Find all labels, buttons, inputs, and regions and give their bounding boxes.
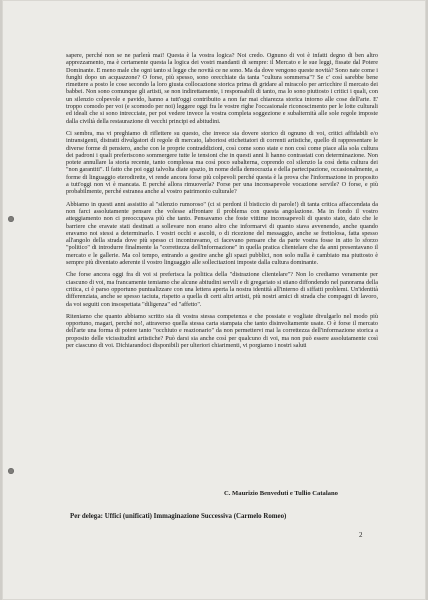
page-number: 2 <box>359 531 363 539</box>
punch-hole <box>8 468 14 474</box>
body-paragraph: Abbiamo in questi anni assistito al "silenzio rumoroso" (ci si perdoni il bisticcio di parole!) di tanta critica affaccendata da non farci assolutamente pensare che volesse affrontare il problema con questa angolazione. Ma in fondo il vostro atteggiamento non ci preoccupava più che tanto. Pensavamo che foste vittime inconsapevoli di questo stato, dato che le barriere che eravate stati destinati a sollevare non erano altro che informarvi di quanto stava avvenendo, anche quando eravamo noi stessi a determinarlo. I vostri occhi e ascolti, o di ricezione del messaggio, anche se frettolosa, fatta spesso all'angolo della strada dove più spesso ci incontravamo, ci facevano pensare che da parte vostra fosse in atto lo sforzo "politico" di introdurre finalmente la "correttezza dell'informazione" in quella pratica clientelare che da anni presentavano il mercato e le gallerie. Ma col tempo, entrando a gestire anche gli spazi pubblici, non solo nulla è cambiato ma piuttosto è sempre più diventato aderente il vostro linguaggio alle sollecitazioni imposte dalla cultura dominante. <box>66 200 378 267</box>
punch-hole <box>8 216 14 222</box>
signature-line: C. Maurizio Benveduti e Tullio Catalano <box>224 490 338 497</box>
body-paragraph: sapere, perché non se ne parlerà mai! Questa è la vostra logica? Noi credo. Ognuno di voi è infatti degno di ben altro apprezzamento, ma è certamente questa la logica dei vostri mandanti di sempre: il Mercato e le sue leggi, fissate dal Potere Dominante. E meno male che ogni tanto si legge che novità ce ne sono. Ma da dove vengono queste novità? Sono nate come i funghi dopo un acquazzone? O forse, più spesso, sono orecchiate da tanta "cultura sommersa"? Se c' così sarebbe bene rimettere a posto le cose secondo la loro giusta collocazione storica prima di gridare al miracolo per arricchire il mercato dei babbei. Non sono comunque gli artisti, se non indirettamente, i responsabili di tanto, ma lo sono piuttosto i critici i quali, con un silenzio colpevole e pavido, hanno a tutt'oggi contribuito a non far mai chiarezza storica intorno alle cose dell'arte. E' troppo comodo per voi (e scomodo per noi) leggere oggi fra le vostre righe l'occasionale riconoscimento per le lotte culturali ed ideali che si sono intrecciate, per poi vedere invece la vostra completa soggezione e subalternità alle sole regole imposte dalla civiltà della restaurazione di vecchi principi ed abitudini. <box>66 52 378 125</box>
body-paragraph: Che forse ancora oggi fra di voi si preferisca la politica della "distrazione clientelare"? Non lo crediamo veramente per ciascuno di voi, ma francamente temiamo che alcune abitudini servili e di gregariato si stiano diffondendo nel panorama della critica, ci è parso opportuno puntualizzare con una lettera aperta la nostra identità all'interno di siffatti problemi. Un'identità differenziata, anche se spesso taciuta, rispetto a quella di certi altri artisti, più nostri amici di strada che compagni di lavoro, da voi seguiti con insospettata "diligenza" ed "affetto". <box>66 271 378 308</box>
delegation-note: Per delega: Uffici (unificati) Immaginazione Successiva (Carmelo Romeo) <box>70 513 287 520</box>
letter-body <box>66 52 378 354</box>
document-page <box>2 0 426 600</box>
body-paragraph: Riteniamo che quanto abbiamo scritto sia di vostra stessa competenza e che possiate e vogliate divulgarlo nel modo più opportuno, magari, perché no!, attraverso quella stessa carta stampata che tanto disinvoltamente usate. O è forse il mercato dell'arte una forma di potere tanto "occhiuto e reazionario" da non permettervi mai la correttezza dell'informazione storica a proposito delle vicissitudini artistiche? Può darsi sia anche così per qualcuno di voi, ma non può essere assolutamente così per ciascuno di voi. Dichiarandoci disponibili per ulteriori chiarimenti, vi porgiamo i nostri saluti <box>66 312 378 349</box>
body-paragraph: Ci sembra, ma vi preghiamo di riflettere su questo, che invece sia dovere storico di ognuno di voi, critici affidabili e/o intransigenti, distratti divulgatori di regole di mercato, laboriosi etichettatori di correnti artistiche, quello di rappresentare le diverse forme di pensiero, anche con le proprie contraddizioni, così come sono state e non così come piace alla sola cultura dei padroni i quali preferiscono sommergere tutte le tensioni che in questi anni li hanno contrastati con determinazione. Non potete annullare la storia recente, tanto complessa ma così poco subalterna, coprendo col silenzio la così detta cultura dei "non garantiti". Il fatto che poi oggi talvolta diate spazio, in nome della democrazia e della partecipazione, occasionalmente, a forme di linguaggio eterodirette, vi rende ancora forse più colpevoli perché questa è la prova che l'informazione in proposito a tutt'oggi non vi è mancata. E perché allora rimuoverla? Forse per una inconsapevole vocazione servile? O forse, e più probabilmente, perché estranea anche al vostro patrimonio culturale? <box>66 129 378 196</box>
